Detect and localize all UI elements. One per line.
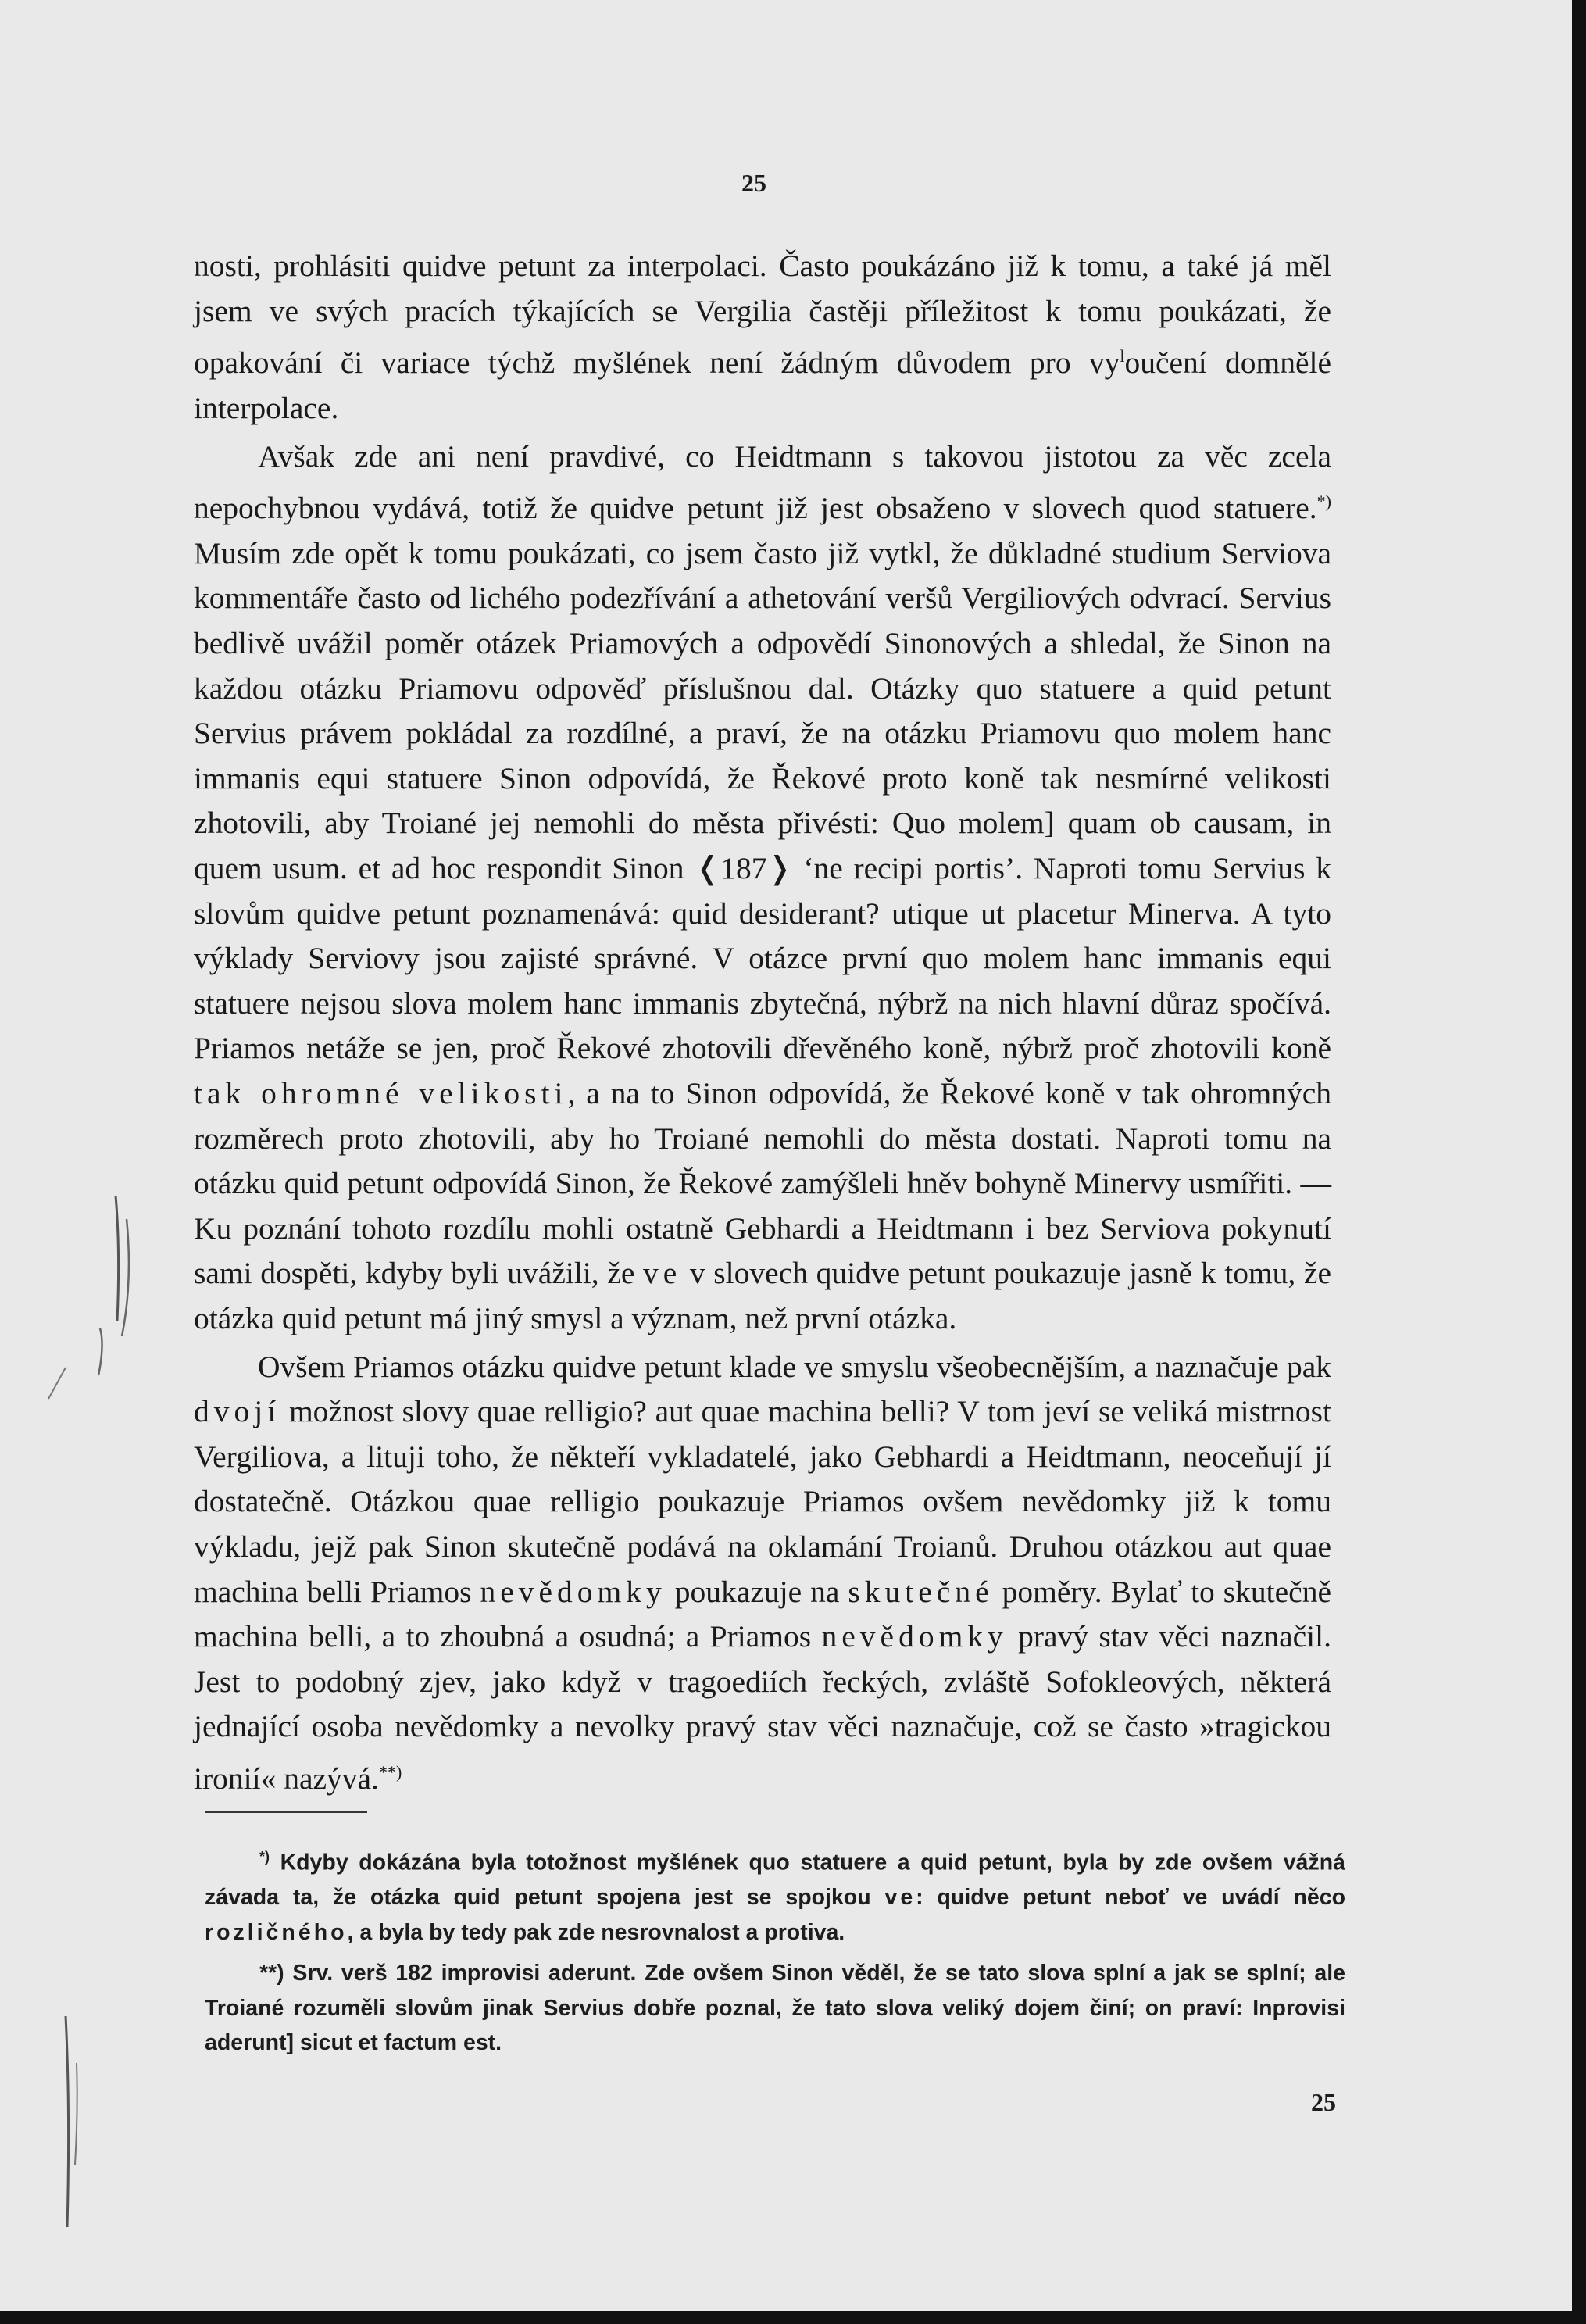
- paragraph-3-text-e: pravý stav věci naznačil. Jest to podobný zjev, jako když v tragoediích řeckých, zvláště Sofokleových, některá jednající osoba nevědomky a nevolky pravý stav věci naznačuje, což se často »tragickou ironií« nazývá.: [194, 1619, 1331, 1797]
- footnote-1-marker: *): [259, 1849, 270, 1865]
- paragraph-3-text-c: poukazuje na: [666, 1574, 848, 1609]
- paragraph-2-spaced-emphasis: tak ohromné velikosti: [194, 1076, 568, 1110]
- paragraph-2-spaced-ve: ve: [643, 1256, 682, 1291]
- footnote-1-text-c: , a byla by tedy pak zde nesrovnalost a protiva.: [347, 1919, 845, 1945]
- page-number-header: 25: [741, 169, 766, 197]
- footnote-2-marker: **): [259, 1961, 284, 1986]
- footnote-1-spaced-rozlicneho: rozličného: [205, 1919, 348, 1945]
- paragraph-3-text-b: možnost slovy quae relligio? aut quae machina belli? V tom jeví se veliká mistrnost Vergiliova, a lituji toho, že někteří vykladatelé, jako Gebhardi a Heidtmann, neoceňují jí dostatečně. Otázkou quae relligio poukazuje Priamos ovšem nevědomky již k tomu výkladu, jejž pak Sinon skutečně podává na oklamání Troianů. Druhou otázkou aut quae machina belli Priamos: [194, 1394, 1331, 1609]
- paragraph-2-text-a: Avšak zde ani není pravdivé, co Heidtmann s takovou jistotou za věc zcela nepochybnou vydává, totiž že quidve petunt již jest obsaženo v slovech quod statuere.: [194, 438, 1331, 526]
- paragraph-2: [194, 434, 1331, 1342]
- footnote-divider: [205, 1811, 367, 1813]
- footnote-ref-2: **): [378, 1761, 402, 1782]
- paragraph-2-text-d: v slovech quidve petunt poukazuje jasně k tomu, že otázka quid petunt má jiný smysl a význam, než první otázka.: [194, 1256, 1331, 1335]
- paragraph-1-text-b: oučení domnělé interpolace.: [194, 345, 1331, 425]
- paragraph-1-text-a: nosti, prohlásiti quidve petunt za interpolaci. Často poukázáno již k tomu, a také já měl jsem ve svých pracích týkajících se Vergilia častěji příležitost k tomu poukázati, že opakování či variace týchž myšlének není žádným důvodem pro vy: [194, 248, 1331, 381]
- footnote-2: [205, 1956, 1345, 2061]
- paragraph-1-sup: l: [1120, 346, 1125, 366]
- paragraph-3-text-d: poměry. Bylať to skutečně machina belli, a to zhoubná a osudná; a Priamos: [194, 1574, 1331, 1654]
- footnote-2-text: Srv. verš 182 improvisi aderunt. Zde ovšem Sinon věděl, že se tato slova splní a jak se splní; ale Troiané rozuměli slovům jinak Servius dobře poznal, že tato slova veliký dojem činí; on praví: Inprovisi aderunt] sicut et factum est.: [205, 1961, 1345, 2055]
- footnote-ref-1: *): [1316, 492, 1331, 512]
- paragraph-3-spaced-nevedomky-1: nevědomky: [480, 1574, 666, 1609]
- footnote-1: [205, 1840, 1345, 1950]
- paragraph-1: [194, 244, 1331, 431]
- footnote-1-text-b: : quidve petunt neboť ve uvádí něco: [916, 1885, 1345, 1910]
- footnotes: [205, 1840, 1345, 2061]
- body-text: [194, 244, 1331, 1802]
- paragraph-3-spaced-dvoji: dvojí: [194, 1394, 281, 1429]
- paragraph-3-text-a: Ovšem Priamos otázku quidve petunt klade ve smyslu všeobecnějším, a naznačuje pak: [258, 1349, 1331, 1384]
- paragraph-3-spaced-nevedomky-2: nevědomky: [821, 1619, 1008, 1654]
- page-number-footer: 25: [1311, 2088, 1336, 2116]
- footnote-1-spaced-ve: ve: [884, 1885, 916, 1910]
- paragraph-3: [194, 1345, 1331, 1802]
- paragraph-3-spaced-skutecne: skutečné: [848, 1574, 994, 1609]
- paragraph-2-text-b: Musím zde opět k tomu poukázati, co jsem často již vytkl, že důkladné studium Serviova kommentáře často od lichého podezřívání a athetování veršů Vergiliových odvrací. Servius bedlivě uvážil poměr otázek Priamových a odpovědí Sinonových a shledal, že Sinon na každou otázku Priamovu odpověď příslušnou dal. Otázky quo statuere a quid petunt Servius právem pokládal za rozdílné, a praví, že na otázku Priamovu quo molem hanc immanis equi statuere Sinon odpovídá, že Řekové proto koně tak nesmírné velikosti zhotovili, aby Troiané jej nemohli do města přivésti: Quo molem] quam ob causam, in quem usum. et ad hoc respondit Sinon ❬187❭ ‘ne recipi portis’. Naproti tomu Servius k slovům quidve petunt poznamenává: quid desiderant? utique ut placetur Minerva. A tyto výklady Serviovy jsou zajisté správné. V otázce první quo molem hanc immanis equi statuere nejsou slova molem hanc immanis zbytečná, nýbrž na nich hlavní důraz spočívá. Priamos netáže se jen, proč Řekové zhotovili dřevěného koně, nýbrž proč zhotovili koně: [194, 535, 1331, 1066]
- paragraph-2-text-c: , a na to Sinon odpovídá, že Řekové koně v tak ohromných rozměrech proto zhotovili, aby ho Troiané nemohli do města dostati. Naproti tomu na otázku quid petunt odpovídá Sinon, že Řekové zamýšleli hněv bohyně Minervy usmířiti. — Ku poznání tohoto rozdílu mohli ostatně Gebhardi a Heidtmann i bez Serviova pokynutí sami dospěti, kdyby byli uvážili, že: [194, 1076, 1331, 1291]
- footnote-1-text-a: Kdyby dokázána byla totožnost myšlének quo statuere a quid petunt, byla by zde ovšem vážná závada ta, že otázka quid petunt spojena jest se spojkou: [205, 1850, 1345, 1910]
